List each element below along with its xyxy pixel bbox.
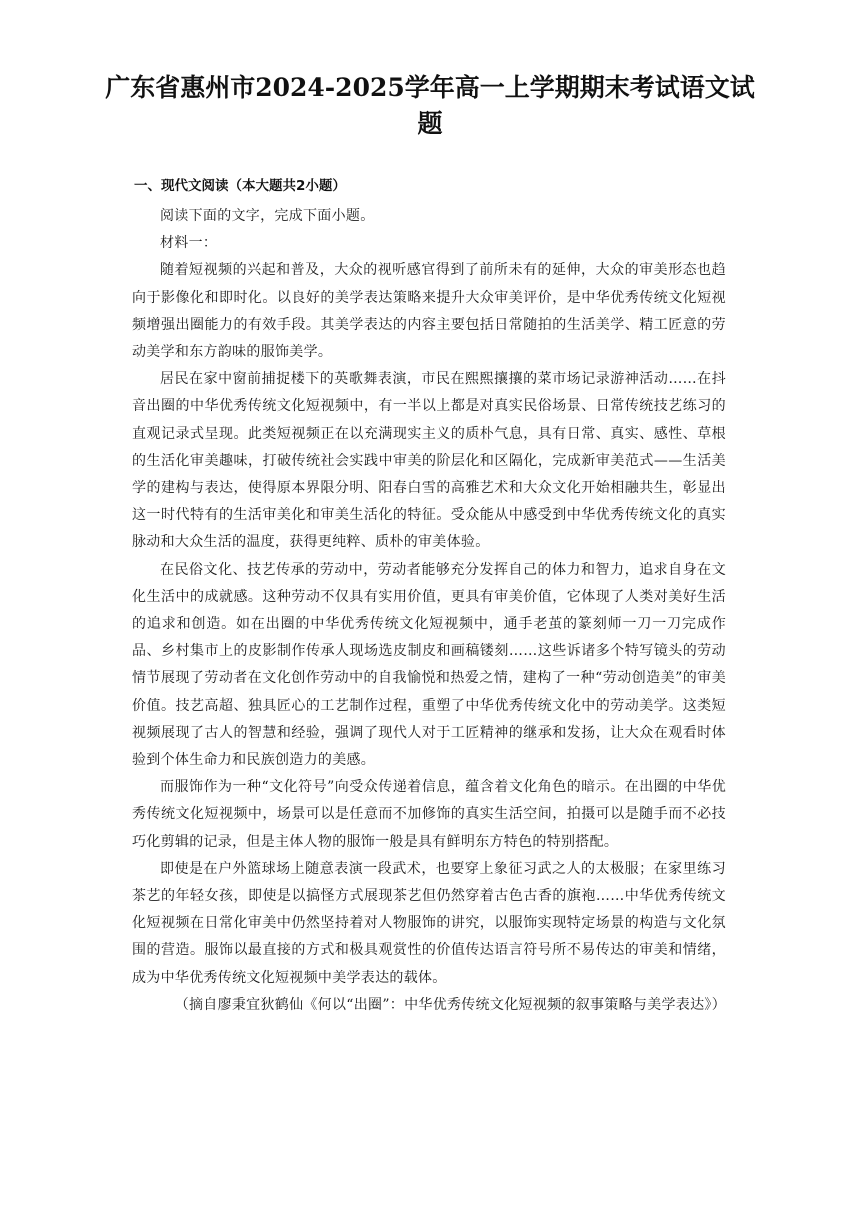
material-label: 材料一： [160,235,218,252]
paragraph: 而服饰作为一种“文化符号”向受众传递着信息，蕴含着文化角色的暗示。在出圈的中华优秀传统文化短视频中，场景可以是任意而不加修饰的真实生活空间，拍摄可以是随手而不必技巧化剪辑的记录，但是主体人物的服饰一般是具有鲜明东方特色的特别搭配。 [132,779,726,850]
paragraph: 居民在家中窗前捕捉楼下的英歌舞表演，市民在熙熙攘攘的菜市场记录游神活动……在抖音出圈的中华优秀传统文化短视频中，有一半以上都是对真实民俗场景、日常传统技艺练习的直观记录式呈现。此类短视频正在以充满现实主义的质朴气息，具有日常、真实、感性、草根的生活化审美趣味，打破传统社会实践中审美的阶层化和区隔化，完成新审美范式——生活美学的建构与表达，使得原本界限分明、阳春白雪的高雅艺术和大众文化开始相融共生，彰显出这一时代特有的生活审美化和审美生活化的特征。受众能从中感受到中华优秀传统文化的真实脉动和大众生活的温度，获得更纯粹、质朴的审美体验。 [132,371,726,551]
page-title: 广东省惠州市2024-2025学年高一上学期期末考试语文试题 [105,73,755,138]
article-body [132,203,726,1019]
paragraph: 在民俗文化、技艺传承的劳动中，劳动者能够充分发挥自己的体力和智力，追求自身在文化生活中的成就感。这种劳动不仅具有实用价值，更具有审美价值，它体现了人类对美好生活的追求和创造。如在出圈的中华优秀传统文化短视频中，通手老茧的篆刻师一刀一刀完成作品、乡村集市上的皮影制作传承人现场选皮制皮和画稿镂刻……这些诉诸多个特写镜头的劳动情节展现了劳动者在文化创作劳动中的自我愉悦和热爱之情，建构了一种“劳动创造美”的审美价值。技艺高超、独具匠心的工艺制作过程，重塑了中华优秀传统文化中的劳动美学。这类短视频展现了古人的智慧和经验，强调了现代人对于工匠精神的继承和发扬，让大众在观看时体验到个体生命力和民族创造力的美感。 [132,561,726,769]
paragraph: 即使是在户外篮球场上随意表演一段武术，也要穿上象征习武之人的太极服；在家里练习茶艺的年轻女孩，即使是以搞怪方式展现茶艺但仍然穿着古色古香的旗袍……中华优秀传统文化短视频在日常化审美中仍然坚持着对人物服饰的讲究，以服饰实现特定场景的构造与文化氛围的营造。服饰以最直接的方式和极具观赏性的价值传达语言符号所不易传达的审美和情绪，成为中华优秀传统文化短视频中美学表达的载体。 [132,860,726,986]
section-heading: 一、现代文阅读（本大题共2小题） [134,178,346,194]
instruction-text: 阅读下面的文字，完成下面小题。 [160,208,375,224]
paragraph: 随着短视频的兴起和普及，大众的视听感官得到了前所未有的延伸，大众的审美形态也趋向于影像化和即时化。以良好的美学表达策略来提升大众审美评价，是中华优秀传统文化短视频增强出圈能力的有效手段。其美学表达的内容主要包括日常随拍的生活美学、精工匠意的劳动美学和东方韵味的服饰美学。 [132,262,726,361]
source-citation: （摘自廖秉宜狄鹤仙《何以“出圈”：中华优秀传统文化短视频的叙事策略与美学表达》） [174,996,726,1013]
